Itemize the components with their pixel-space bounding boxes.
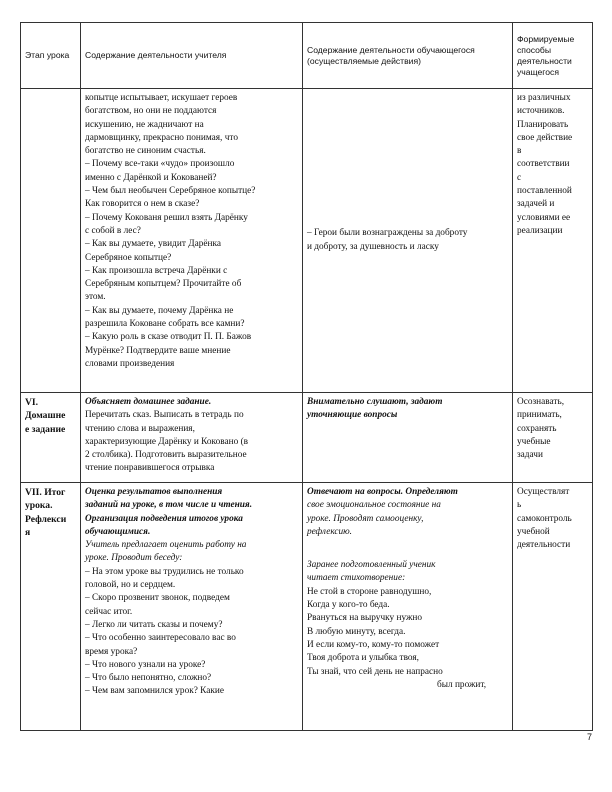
text-line: головой, но и сердцем. [85,580,176,591]
text-line: обучающимися. [85,526,151,537]
stage-label: Домашне [25,410,66,422]
text-line: – На этом уроке вы трудились не только [85,566,244,577]
text-line: Осознавать, [517,397,565,407]
text-line: Организация подведения итогов урока [85,513,243,524]
poem-line: был прожит, [437,679,487,690]
text-line: реализации [517,225,563,236]
text-line: заданий на уроке, в том числе и чтения. [85,500,253,511]
text-line: источников. [517,106,565,117]
student-cell [303,393,513,483]
text-line: сохранять [517,423,557,434]
stage-label: Рефлекси [25,513,67,525]
text-line: копытце испытывает, искушает героев [85,93,238,103]
text-line: задачи [517,450,543,461]
text-line: – Почему Кокованя решил взять Дарёнку [85,212,248,223]
text-line: Серебряное копытце? [85,252,172,263]
text-line: читает стихотворение: [307,573,406,584]
text-line: и доброту, за душевность и ласку [307,241,439,252]
text-line: 2 столбика). Подготовить выразительное [85,450,247,461]
table-row [21,89,593,393]
text-line: дармовщинку, прекрасно понимая, что [85,132,238,143]
skills-cell [513,483,593,731]
text-line: – Что особенно заинтересовало вас во [85,633,236,644]
text-line: Серебряным копытцем? Прочитайте об [85,279,242,290]
text-line: уточняющие вопросы [307,410,398,421]
text-line: – Какую роль в сказе отводит П. П. Бажов [85,332,252,343]
poem-line: В любую минуту, всегда. [307,626,406,637]
student-cell [303,89,513,393]
text-line: – Легко ли читать сказы и почему? [85,619,223,630]
text-line: искушению, не жадничают на [85,119,204,130]
poem-line: Ты знай, что сей день не напрасно [307,666,443,677]
teacher-cell [81,89,303,393]
text-line: Как говорится о нем в сказе? [85,199,200,210]
text-line: уроке. Проводят самооценку, [307,513,424,524]
text-line: – Герои были вознаграждены за доброту [307,228,468,239]
table-header-row [21,23,593,89]
text-line: этом. [85,292,106,303]
poem-line: И если кому-то, кому-то поможет [307,639,440,650]
text-line: – Что нового узнали на уроке? [85,659,206,670]
text-line: самоконтроль [517,513,572,524]
poem-line: Твоя доброта и улыбка твоя, [307,653,419,664]
text-line: в [517,146,522,157]
text-line: Мурёнке? Подтвердите ваше мнение [85,345,231,356]
stage-cell [21,483,81,731]
text-line: – Чем был необычен Серебряное копытце? [85,186,256,197]
poem-line: Не стой в стороне равнодушно, [307,586,432,597]
table-row [21,393,593,483]
stage-cell [21,393,81,483]
stage-label: урока. [25,500,53,512]
text-line: задачей и [517,199,555,210]
page-number: 7 [586,732,592,742]
text-line: условиями ее [517,212,571,223]
skills-cell [513,393,593,483]
poem-line: Рвануться на выручку нужно [307,613,423,624]
text-line: – Как произошла встреча Дарёнки с [85,265,228,276]
student-cell [303,483,513,731]
text-line: разрешила Коковане собрать все камни? [85,319,245,330]
text-line: Заранее подготовленный ученик [307,560,436,571]
text-line: свое эмоциональное состояние на [307,500,441,511]
text-line: богатство не синоним счастья. [85,146,206,157]
text-line: рефлексию. [307,526,352,537]
text-line: сейчас итог. [85,606,133,617]
text-line: Осуществлят [517,487,570,497]
text-line: соответствии [517,159,570,170]
poem-line: Когда у кого-то беда. [307,600,390,611]
stage-label: VI. [25,397,39,408]
text-line: Учитель предлагает оценить работу на [85,540,247,551]
text-line: – Чем вам запомнился урок? Какие [85,686,225,697]
text-line: принимать, [517,410,562,421]
header-stage: Этап урока [21,23,81,89]
text-line: ь [517,500,522,511]
text-line: словами произведения [85,358,175,369]
text-line: свое действие [517,132,573,143]
header-skills: Формируемые способы деятельности учащегося [513,23,593,89]
text-line: Отвечают на вопросы. Определяют [307,487,458,497]
text-line: богатством, но они не поддаются [85,106,217,117]
text-line: с собой в лес? [85,225,141,236]
lesson-plan-table [20,22,593,731]
text-line: – Как вы думаете, почему Дарёнка не [85,305,234,316]
text-line: Планировать [517,119,569,130]
text-line: Оценка результатов выполнения [85,487,223,497]
text-line: характеризующие Дарёнку и Коковано (в [85,436,249,447]
text-line: – Что было непонятно, сложно? [85,673,212,684]
text-line: с [517,172,522,183]
text-line: Объясняет домашнее задание. [85,397,212,407]
text-line: Перечитать сказ. Выписать в тетрадь по [85,410,244,421]
text-line: учебной [517,526,550,537]
text-line: – Как вы думаете, увидит Дарёнка [85,239,221,250]
text-line: чтение понравившегося отрывка [85,463,215,474]
text-line: время урока? [85,646,138,657]
text-line: – Скоро прозвенит звонок, подведем [85,593,230,604]
stage-label: е задание [25,423,66,435]
stage-cell [21,89,81,393]
text-line: учебные [517,436,551,447]
spacer [307,539,508,559]
text-line: деятельности [517,540,571,551]
text-line: – Почему все-таки «чудо» произошло [85,159,235,170]
header-teacher: Содержание деятельности учителя [81,23,303,89]
teacher-cell [81,393,303,483]
table-row [21,483,593,731]
text-line: чтению слова и выражения, [85,423,195,434]
skills-cell [513,89,593,393]
teacher-cell [81,483,303,731]
header-student: Содержание деятельности обучающегося (осуществляемые действия) [303,23,513,89]
stage-label: VII. Итог [25,487,66,498]
text-line: поставленной [517,186,572,197]
text-line: из различных [517,93,571,103]
stage-label: я [25,526,31,538]
text-line: именно с Дарёнкой и Кокованей? [85,172,217,183]
text-line: уроке. Проводит беседу: [85,553,183,564]
text-line: Внимательно слушают, задают [307,397,443,407]
